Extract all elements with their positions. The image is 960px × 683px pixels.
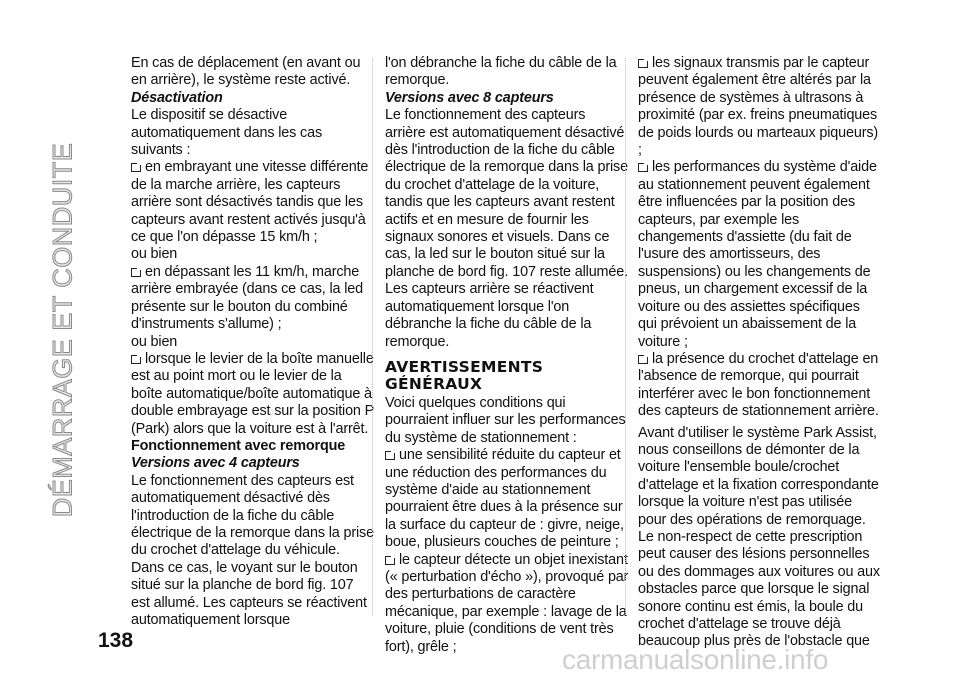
- subsection-heading: Versions avec 8 capteurs: [385, 89, 554, 106]
- paragraph: Le dispositif se désactive automatiquement dans les cas suivants :: [131, 107, 322, 159]
- text-column-3: [638, 55, 882, 651]
- section-side-title-text: DÉMARRAGE ET CONDUITE: [47, 142, 78, 518]
- paragraph: Le fonctionnement des capteurs arrière est automatiquement désactivé dès l'introduction de la fiche du câble électrique de la remorque dans la prise du crochet d'attelage de la voiture, tandis que les capteurs avant restent actifs et en mesure de fournir les signaux sonores et visuels. Dans ce cas, la led sur le bouton situé sur la planche de bord fig. 107 reste allumée. Les capteurs arrière se réactivent automatiquement lorsque l'on débranche la fiche du câble de la remorque.: [385, 107, 628, 350]
- bullet-item: [131, 264, 375, 334]
- paragraph: Voici quelques conditions qui pourraient influer sur les performances du système de stationnement :: [385, 394, 626, 446]
- bullet-text: la présence du crochet d'attelage en l'absence de remorque, qui pourrait interférer avec le bon fonctionnement des capteurs de stationnement arrière.: [638, 350, 879, 420]
- bullet-text: le capteur détecte un objet inexistant (« perturbation d'écho »), provoqué par des perturbations de caractère mécanique, par exemple : lavage de la voiture, pluie (conditions de vent très fort), grêle ;: [385, 551, 629, 655]
- checkbox-bullet-icon: [131, 268, 141, 277]
- checkbox-bullet-icon: [638, 163, 648, 172]
- bullet-item: [385, 552, 629, 656]
- bullet-text: en dépassant les 11 km/h, marche arrière embrayée (dans ce cas, la led présente sur le bouton du combiné d'instruments s'allume) ;: [131, 263, 364, 333]
- bullet-item: [638, 159, 882, 350]
- checkbox-bullet-icon: [131, 163, 141, 172]
- checkbox-bullet-icon: [385, 556, 395, 565]
- bullet-text: les performances du système d'aide au stationnement peuvent également être influencées par la position des capteurs, par exemple les changements d'assiette (du fait de l'usure des amortisseurs, des suspensions) ou les changements de pneus, un chargement excessif de la voiture ou des assiettes spécifiques qui prévoient un abaissement de la voiture ;: [638, 159, 877, 350]
- text-column-2: [385, 55, 629, 656]
- bullet-text: les signaux transmis par le capteur peuvent également être altérés par la présence de systèmes à ultrasons à proximité (par ex. freins pneumatiques de poids lourds ou marteaux piqueurs) ;: [638, 55, 879, 159]
- bullet-text: en embrayant une vitesse différente de la marche arrière, les capteurs arrière sont désactivés tandis que les capteurs avant restent activés jusqu'à ce que l'on dépasse 15 km/h ;: [131, 159, 369, 246]
- bullet-text: lorsque le levier de la boîte manuelle est au point mort ou le levier de la boîte automatique/boîte automatique à double embrayage est sur la position P (Park) alors que la voiture est à l'arrêt.: [131, 350, 374, 437]
- column-divider: [372, 58, 373, 615]
- checkbox-bullet-icon: [638, 355, 648, 364]
- subsection-heading: Versions avec 4 capteurs: [131, 455, 300, 472]
- bullet-item: [638, 55, 882, 159]
- column-divider: [625, 58, 626, 615]
- text-column-1: [131, 55, 375, 629]
- paragraph: Avant d'utiliser le système Park Assist, nous conseillons de démonter de la voiture l'ensemble boule/crochet d'attelage et la fixation correspondante lorsque la voiture n'est pas utilisée pour des opérations de remorquage. Le non-respect de cette prescription peut causer des lésions personnelles ou des dommages aux voitures ou aux obstacles parce que lorsque le signal sonore continu est émis, la boule du crochet d'attelage se trouve déjà beaucoup plus près de l'obstacle que: [638, 424, 880, 650]
- subsection-heading: Désactivation: [131, 89, 223, 106]
- checkbox-bullet-icon: [638, 59, 648, 68]
- watermark: carmanualsonline.info: [562, 644, 829, 675]
- paragraph: ou bien: [131, 333, 178, 350]
- bullet-item: [638, 351, 882, 421]
- page-number: 138: [98, 629, 134, 652]
- paragraph: En cas de déplacement (en avant ou en arrière), le système reste activé.: [131, 55, 361, 89]
- checkbox-bullet-icon: [385, 451, 395, 460]
- paragraph: l'on débranche la fiche du câble de la remorque.: [385, 55, 617, 89]
- bullet-item: [385, 447, 629, 551]
- paragraph: ou bien: [131, 246, 178, 263]
- section-heading: Fonctionnement avec remorque: [131, 437, 346, 454]
- checkbox-bullet-icon: [131, 355, 141, 364]
- chapter-heading: AVERTISSEMENTS GÉNÉRAUX: [385, 357, 544, 393]
- bullet-item: [131, 351, 375, 438]
- bullet-item: [131, 159, 375, 246]
- bullet-text: une sensibilité réduite du capteur et une réduction des performances du système d'aide au stationnement pourraient être dues à la présence sur la surface du capteur de : givre, neige, boue, plusieurs couches de peinture ;: [385, 447, 624, 551]
- paragraph: Le fonctionnement des capteurs est automatiquement désactivé dès l'introduction de la fiche du câble électrique de la remorque dans la prise du crochet d'attelage du véhicule. Dans ce cas, le voyant sur le bouton situé sur la planche de bord fig. 107 est allumé. Les capteurs se réactivent automatiquement lorsque: [131, 472, 374, 628]
